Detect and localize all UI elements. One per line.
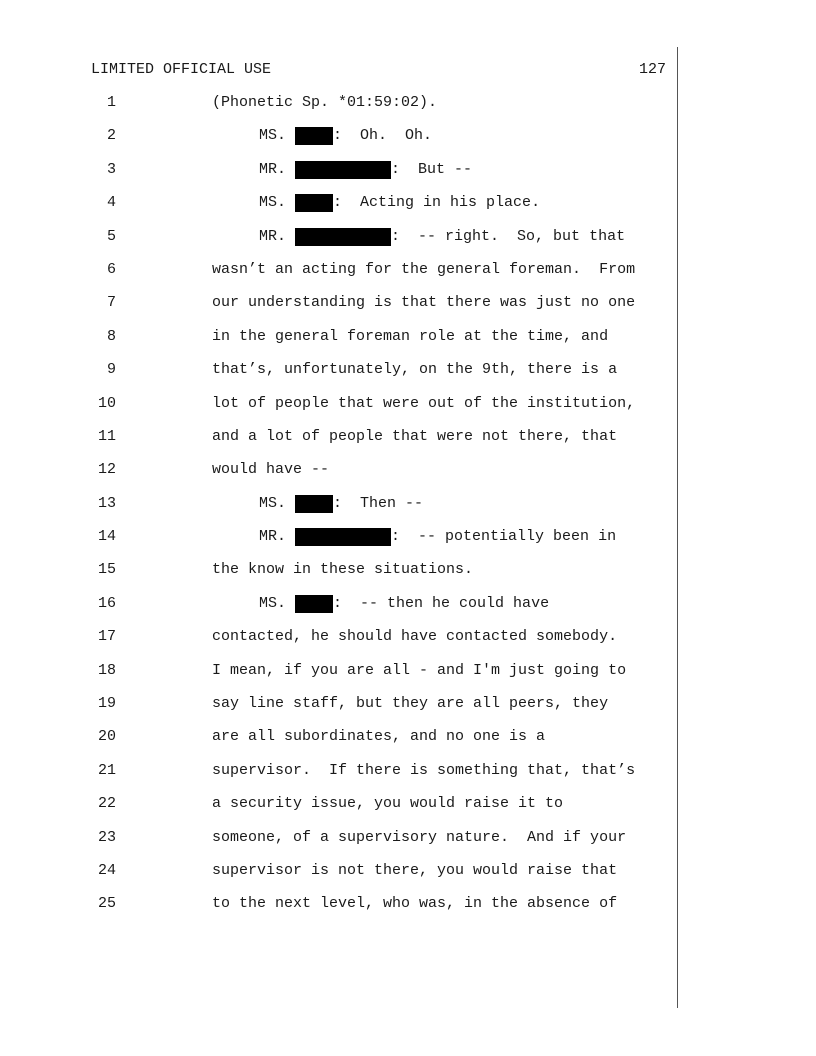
line-number: 23 <box>97 828 116 846</box>
line-text <box>212 328 608 346</box>
line-content: a security issue, you would raise it to <box>212 795 564 813</box>
line-text <box>212 361 617 379</box>
transcript-line <box>0 94 816 127</box>
line-content: (Phonetic Sp. *01:59:02). <box>212 94 438 111</box>
line-text <box>212 628 617 646</box>
line-content: contacted, he should have contacted somebody. <box>212 628 618 646</box>
line-content: : But -- <box>391 160 473 178</box>
transcript-body <box>0 94 816 929</box>
line-text <box>212 728 545 746</box>
transcript-line <box>0 561 816 594</box>
line-number: 17 <box>97 628 116 646</box>
transcript-line <box>0 461 816 494</box>
speaker-line <box>259 161 472 179</box>
line-number: 4 <box>106 194 116 212</box>
line-number: 5 <box>106 227 116 245</box>
line-content: supervisor. If there is something that, that’s <box>212 761 636 779</box>
speaker-label: MS. <box>259 594 287 612</box>
transcript-line <box>0 428 816 461</box>
line-number: 25 <box>97 895 116 913</box>
line-content: that’s, unfortunately, on the 9th, there is a <box>212 361 618 379</box>
transcript-line <box>0 595 816 628</box>
transcript-line <box>0 395 816 428</box>
line-number: 2 <box>106 127 116 145</box>
line-content: : Then -- <box>333 494 424 512</box>
line-number: 20 <box>97 728 116 746</box>
line-content: : -- potentially been in <box>391 528 617 546</box>
transcript-line <box>0 829 816 862</box>
speaker-line <box>259 228 625 246</box>
redaction-block <box>295 495 333 513</box>
redaction-block <box>295 127 333 145</box>
classification-header: LIMITED OFFICIAL USE <box>91 61 272 78</box>
line-text <box>212 294 635 312</box>
transcript-line <box>0 628 816 661</box>
transcript-line <box>0 161 816 194</box>
line-content: : -- then he could have <box>333 594 550 612</box>
line-content: the know in these situations. <box>212 561 474 579</box>
line-number: 16 <box>97 594 116 612</box>
line-text <box>212 395 635 413</box>
line-text <box>212 795 563 813</box>
transcript-line <box>0 228 816 261</box>
line-text <box>212 762 635 780</box>
line-content: : Acting in his place. <box>333 194 541 212</box>
line-text <box>212 461 329 479</box>
line-number: 19 <box>97 695 116 713</box>
line-number: 15 <box>97 561 116 579</box>
line-content: lot of people that were out of the institution, <box>212 394 636 412</box>
line-text <box>212 261 635 279</box>
speaker-line <box>259 194 540 212</box>
transcript-line <box>0 261 816 294</box>
line-number: 9 <box>106 361 116 379</box>
redaction-block <box>295 194 333 212</box>
transcript-line <box>0 762 816 795</box>
speaker-line <box>259 127 432 145</box>
line-content: : Oh. Oh. <box>333 127 433 145</box>
transcript-line <box>0 895 816 928</box>
line-number: 3 <box>106 160 116 178</box>
line-content: : -- right. So, but that <box>391 227 626 245</box>
line-number: 24 <box>97 861 116 879</box>
line-number: 22 <box>97 795 116 813</box>
speaker-label: MR. <box>259 160 287 178</box>
line-content: to the next level, who was, in the absence of <box>212 895 618 913</box>
speaker-line <box>259 528 616 546</box>
line-content: say line staff, but they are all peers, they <box>212 695 609 713</box>
line-text <box>212 662 626 680</box>
line-number: 21 <box>97 761 116 779</box>
speaker-label: MS. <box>259 494 287 512</box>
speaker-line <box>259 495 423 513</box>
line-content: our understanding is that there was just no one <box>212 294 636 312</box>
line-content: someone, of a supervisory nature. And if your <box>212 828 627 846</box>
speaker-label: MS. <box>259 194 287 212</box>
line-text <box>212 428 617 446</box>
speaker-label: MR. <box>259 227 287 245</box>
line-text <box>212 695 608 713</box>
transcript-line <box>0 294 816 327</box>
line-number: 10 <box>97 394 116 412</box>
transcript-line <box>0 328 816 361</box>
transcript-line <box>0 695 816 728</box>
speaker-label: MR. <box>259 528 287 546</box>
redaction-block <box>295 595 333 613</box>
line-text <box>212 862 617 880</box>
line-text <box>212 829 626 847</box>
transcript-line <box>0 194 816 227</box>
redaction-block <box>295 228 391 246</box>
line-content: wasn’t an acting for the general foreman. From <box>212 260 636 278</box>
line-number: 11 <box>97 427 116 445</box>
line-number: 18 <box>97 661 116 679</box>
line-number: 8 <box>106 327 116 345</box>
redaction-block <box>295 161 391 179</box>
speaker-line <box>259 595 549 613</box>
line-number: 12 <box>97 461 116 479</box>
line-number: 13 <box>97 494 116 512</box>
line-content: I mean, if you are all - and I'm just going to <box>212 661 627 679</box>
transcript-line <box>0 495 816 528</box>
line-content: would have -- <box>212 461 330 479</box>
page-number: 127 <box>638 61 666 78</box>
transcript-line <box>0 795 816 828</box>
line-content: in the general foreman role at the time, and <box>212 327 609 345</box>
line-number: 6 <box>106 260 116 278</box>
transcript-line <box>0 361 816 394</box>
line-number: 1 <box>106 94 116 111</box>
transcript-line <box>0 662 816 695</box>
line-text <box>212 94 437 112</box>
speaker-label: MS. <box>259 127 287 145</box>
transcript-line <box>0 728 816 761</box>
line-content: and a lot of people that were not there, that <box>212 427 618 445</box>
redaction-block <box>295 528 391 546</box>
line-number: 7 <box>106 294 116 312</box>
transcript-line <box>0 862 816 895</box>
line-text <box>212 895 617 913</box>
line-content: are all subordinates, and no one is a <box>212 728 546 746</box>
line-text <box>212 561 473 579</box>
transcript-line <box>0 528 816 561</box>
line-number: 14 <box>97 528 116 546</box>
line-content: supervisor is not there, you would raise that <box>212 861 618 879</box>
transcript-line <box>0 127 816 160</box>
